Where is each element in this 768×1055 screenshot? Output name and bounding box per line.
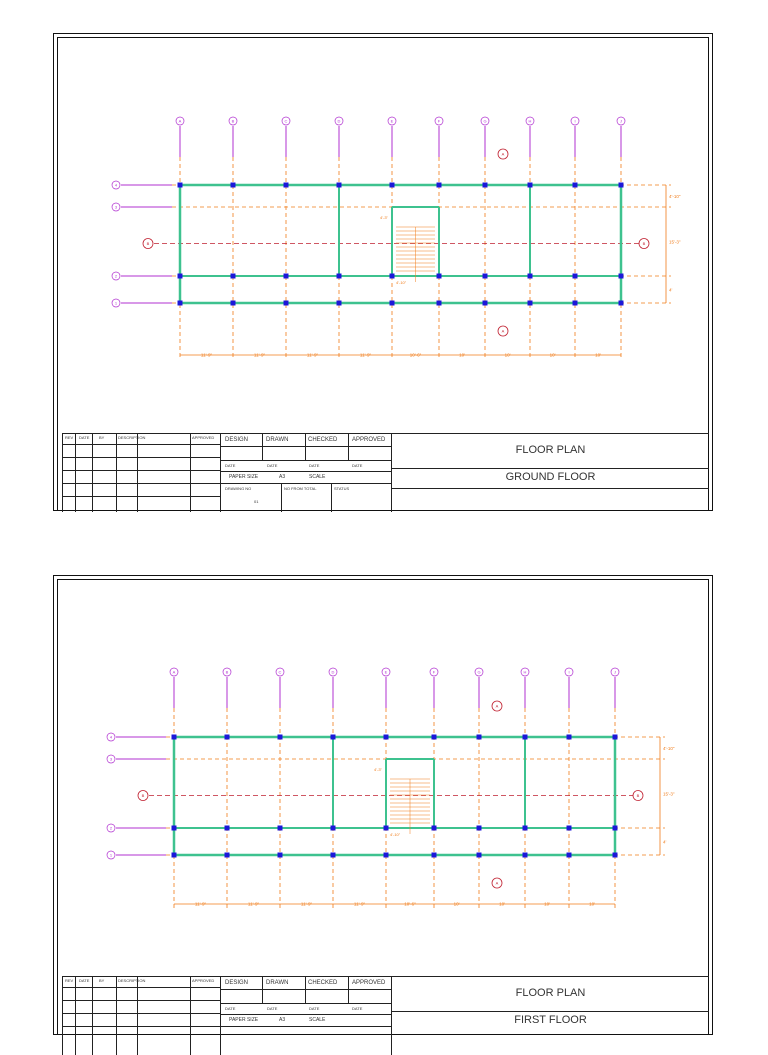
date-label: DATE (267, 463, 278, 468)
column (613, 826, 618, 831)
paper-size-label: PAPER SIZE (229, 1017, 259, 1023)
column (172, 853, 177, 858)
drawing-title: FLOOR PLAN (515, 444, 586, 456)
drawing-sheet-first-floor (53, 575, 713, 1035)
rev-header: REV (65, 435, 74, 440)
column (231, 183, 236, 188)
column (432, 853, 437, 858)
date-label: DATE (352, 1006, 363, 1011)
paper-size-value: A3 (279, 474, 286, 480)
column (573, 301, 578, 306)
dimension-label: 11'-9" (200, 352, 213, 358)
drawn-label: DRAWN (266, 980, 289, 986)
grid-bubble-label: 4 (114, 182, 118, 188)
description-header: DESCRIPTION (118, 978, 146, 983)
date-label: DATE (267, 1006, 278, 1011)
column (278, 853, 283, 858)
drawing-title: FLOOR PLAN (515, 987, 586, 999)
section-marker-label: B (141, 793, 145, 798)
column (390, 183, 395, 188)
dimension-label: 11'-9" (353, 901, 366, 907)
approval-block (220, 434, 392, 512)
design-label: DESIGN (225, 437, 249, 443)
column (567, 853, 572, 858)
title-panel (391, 434, 709, 512)
column (331, 735, 336, 740)
grid-bubble-label: B (225, 669, 229, 675)
grid-bubble-label: G (483, 118, 487, 124)
column (284, 301, 289, 306)
status-label: STATUS (334, 486, 350, 491)
approval-block (220, 977, 392, 1055)
exterior-wall (180, 185, 621, 303)
stair-dimension: 4'-10" (396, 280, 407, 285)
dimension-label: 10' (499, 901, 505, 907)
dimension-label: 10'-6" (409, 352, 422, 358)
column (619, 183, 624, 188)
column (523, 853, 528, 858)
grid-bubble-label: J (614, 669, 616, 675)
grid-bubble-label: I (568, 669, 570, 675)
column (231, 274, 236, 279)
column (390, 274, 395, 279)
column (337, 301, 342, 306)
column (278, 735, 283, 740)
grid-bubble-label: E (384, 669, 388, 675)
section-marker-label: A (501, 328, 505, 334)
column (567, 735, 572, 740)
column (278, 826, 283, 831)
design-label: DESIGN (225, 980, 249, 986)
grid-bubble-label: 2 (114, 273, 118, 279)
date-label: DATE (352, 463, 363, 468)
column (225, 735, 230, 740)
by-header: BY (99, 978, 105, 983)
section-marker-label: A (501, 151, 505, 157)
grid-bubble-label: 3 (114, 204, 118, 210)
column (573, 274, 578, 279)
approved-header: APPROVED (192, 435, 215, 440)
scale-label: SCALE (309, 1017, 326, 1023)
drawn-label: DRAWN (266, 437, 289, 443)
grid-bubble-label: D (331, 669, 335, 675)
date-label: DATE (309, 1006, 320, 1011)
grid-bubble-label: C (284, 118, 288, 124)
dimension-label: 10' (549, 352, 556, 358)
grid-bubble-label: E (390, 118, 394, 124)
column (613, 735, 618, 740)
title-block (62, 976, 709, 1055)
column (619, 301, 624, 306)
date-label: DATE (225, 463, 236, 468)
dimension-label: 10' (504, 352, 511, 358)
dimension-label: 4' (669, 287, 673, 293)
drawing-no-label: DRAWING NO (225, 486, 252, 491)
grid-bubble-label: H (528, 118, 532, 124)
column (567, 826, 572, 831)
approved-label: APPROVED (352, 980, 386, 986)
stair-dimension: 4'-3" (374, 767, 382, 772)
grid-bubble-label: 1 (114, 300, 118, 306)
dimension-label: 15'-3" (669, 239, 681, 245)
column (619, 274, 624, 279)
column (384, 826, 389, 831)
column (178, 301, 183, 306)
column (331, 853, 336, 858)
date-header: DATE (79, 978, 90, 983)
dimension-label: 10' (595, 352, 601, 358)
scale-label: SCALE (309, 474, 326, 480)
column (231, 301, 236, 306)
dimension-label: 10' (544, 901, 550, 907)
no-from-total-label: NO FROM TOTAL (284, 486, 317, 491)
grid-bubble-label: A (172, 669, 176, 675)
column (384, 853, 389, 858)
column (573, 183, 578, 188)
grid-bubble-label: 3 (109, 756, 113, 762)
date-label: DATE (225, 1006, 236, 1011)
date-label: DATE (309, 463, 320, 468)
approved-header: APPROVED (192, 978, 215, 983)
column (437, 301, 442, 306)
column (390, 301, 395, 306)
column (172, 735, 177, 740)
column (437, 274, 442, 279)
column (483, 183, 488, 188)
grid-bubble-label: 1 (109, 852, 113, 858)
dimension-label: 11'-9" (300, 901, 313, 907)
column (523, 735, 528, 740)
dimension-label: 4'-10" (663, 746, 675, 751)
column (432, 826, 437, 831)
date-header: DATE (79, 435, 90, 440)
dimension-label: 10'-6" (404, 901, 416, 907)
grid-bubble-label: G (477, 669, 481, 675)
dimension-label: 15'-3" (663, 791, 675, 797)
grid-bubble-label: 2 (109, 825, 113, 831)
paper-size-value: A3 (279, 1017, 286, 1023)
column (225, 826, 230, 831)
grid-bubble-label: I (574, 118, 576, 124)
drawing-subtitle: FIRST FLOOR (514, 1014, 587, 1026)
grid-bubble-label: F (437, 118, 441, 124)
section-marker-label: B (636, 793, 640, 798)
dimension-label: 11'-9" (194, 901, 207, 907)
section-marker-label: B (642, 241, 646, 246)
section-marker-label: A (495, 880, 499, 886)
column (178, 274, 183, 279)
column (477, 735, 482, 740)
floor-plan-drawing (54, 34, 714, 434)
column (432, 735, 437, 740)
dimension-label: 4'-10" (669, 194, 681, 199)
dimension-label: 10' (589, 901, 595, 907)
floor-plan-drawing (54, 576, 714, 976)
revision-table (62, 977, 220, 1055)
grid-bubble-label: J (620, 118, 622, 124)
stair-dimension: 4'-3" (380, 215, 388, 220)
dimension-label: 11'-9" (359, 352, 372, 358)
stair-dimension: 4'-10" (390, 832, 401, 837)
column (477, 826, 482, 831)
title-block (62, 433, 709, 512)
dimension-label: 10' (453, 901, 460, 907)
checked-label: CHECKED (308, 980, 338, 986)
column (284, 274, 289, 279)
grid-bubble-label: C (278, 669, 282, 675)
grid-bubble-label: F (432, 669, 436, 675)
column (528, 301, 533, 306)
column (225, 853, 230, 858)
column (613, 853, 618, 858)
grid-bubble-label: 4 (109, 734, 113, 740)
column (528, 183, 533, 188)
grid-bubble-label: D (337, 118, 341, 124)
column (384, 735, 389, 740)
drawing-sheet-ground-floor (53, 33, 713, 511)
dimension-label: 11'-9" (247, 901, 260, 907)
column (337, 274, 342, 279)
column (523, 826, 528, 831)
description-header: DESCRIPTION (118, 435, 146, 440)
checked-label: CHECKED (308, 437, 338, 443)
column (337, 183, 342, 188)
by-header: BY (99, 435, 105, 440)
column (477, 853, 482, 858)
title-panel (391, 977, 709, 1055)
revision-table (62, 434, 220, 512)
column (483, 274, 488, 279)
exterior-wall (174, 737, 615, 855)
dimension-label: 11'-9" (306, 352, 319, 358)
approved-label: APPROVED (352, 437, 386, 443)
grid-bubble-label: B (231, 118, 235, 124)
sheet-number: 01 (254, 499, 259, 504)
column (178, 183, 183, 188)
column (284, 183, 289, 188)
column (172, 826, 177, 831)
dimension-label: 10' (459, 352, 465, 358)
rev-header: REV (65, 978, 74, 983)
dimension-label: 11'-9" (253, 352, 266, 358)
dimension-label: 4' (663, 839, 667, 845)
grid-bubble-label: A (178, 118, 182, 124)
paper-size-label: PAPER SIZE (229, 474, 259, 480)
column (331, 826, 336, 831)
column (528, 274, 533, 279)
column (437, 183, 442, 188)
drawing-subtitle: GROUND FLOOR (505, 471, 596, 483)
section-marker-label: A (495, 703, 499, 709)
column (483, 301, 488, 306)
section-marker-label: B (146, 241, 150, 246)
grid-bubble-label: H (523, 669, 527, 675)
